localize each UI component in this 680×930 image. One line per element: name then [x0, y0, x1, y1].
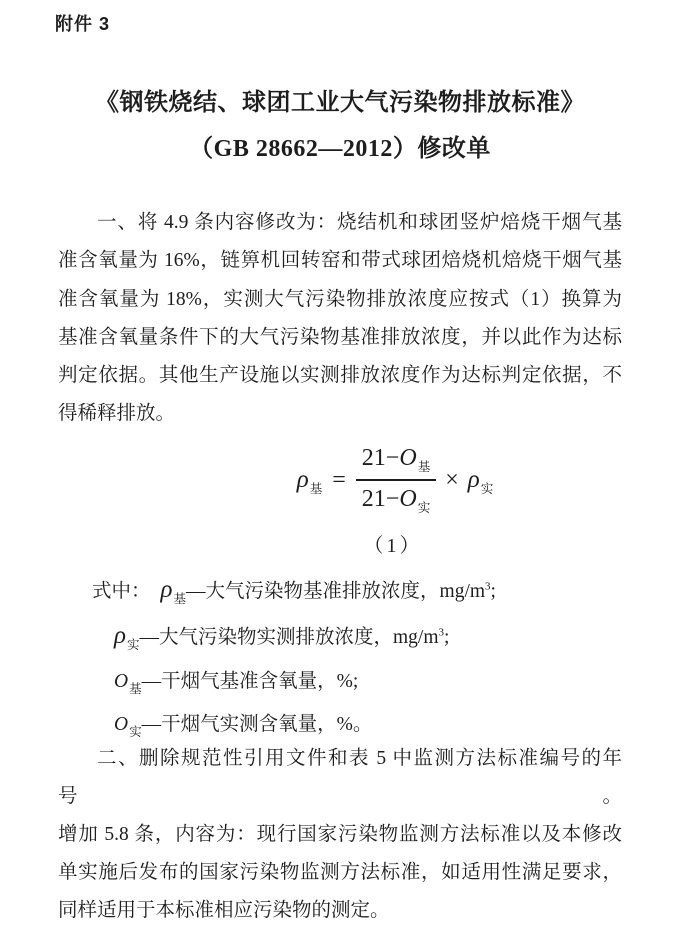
- definition-text: —干烟气基准含氧量，%;: [141, 670, 359, 692]
- paragraph-line: 准含氧量为 18%，实测大气污染物排放浓度应按式（1）换算为: [58, 288, 622, 310]
- equation-number-text: （1）: [363, 535, 423, 557]
- subscript: 实: [417, 501, 431, 515]
- subscript: 实: [480, 482, 494, 496]
- formula-rhs: [468, 466, 494, 494]
- definition-tail: ;: [490, 581, 496, 602]
- rho-symbol: ρ: [160, 576, 173, 603]
- paragraph-line: 二、删除规范性引用文件和表 5 中监测方法标准编号的年号。: [58, 748, 622, 807]
- definition-item: [58, 661, 630, 705]
- paragraph-line: 判定依据。其他生产设施以实测排放浓度作为达标判定依据，不: [58, 365, 622, 387]
- unit-superscript: 3: [438, 626, 445, 639]
- multiply-sign: ×: [445, 466, 459, 493]
- attachment-label: 附件 3: [55, 14, 111, 34]
- subscript: 实: [127, 637, 140, 652]
- paragraph-line: 基准含氧量条件下的大气污染物基准排放浓度，并以此作为达标: [58, 326, 622, 348]
- unit-superscript: 3: [485, 580, 491, 593]
- equation-number: [0, 529, 680, 558]
- rho-symbol: ρ: [296, 466, 309, 493]
- fraction: [356, 444, 436, 516]
- subscript: 基: [173, 592, 187, 606]
- subscript: 基: [417, 460, 431, 474]
- paragraph-line: 得稀释排放。: [58, 403, 176, 425]
- paragraph-line: 准含氧量为 16%，链箅机回转窑和带式球团焙烧机焙烧干烟气基: [58, 250, 622, 272]
- paragraph-line: 单实施后发布的国家污染物监测方法标准，如适用性满足要求，: [58, 862, 622, 883]
- fraction-numerator: [356, 444, 436, 481]
- rho-symbol: ρ: [114, 621, 126, 649]
- formula-lhs: [297, 466, 323, 494]
- formula-intro-label: 式中：: [92, 581, 151, 602]
- symbol-definitions: [58, 569, 630, 748]
- conversion-formula: [297, 444, 494, 516]
- definition-text: —干烟气实测含氧量，%。: [141, 714, 373, 736]
- paragraph-line: 一、将 4.9 条内容修改为：烧结机和球团竖炉焙烧干烟气基: [97, 212, 622, 233]
- definition-text: —大气污染物实测排放浓度，mg/m: [139, 626, 439, 648]
- subscript: 基: [129, 681, 142, 696]
- oxygen-variable: O: [399, 486, 417, 512]
- oxygen-variable: O: [114, 670, 129, 692]
- section-one-paragraph: [58, 204, 622, 434]
- paragraph-line: 增加 5.8 条，内容为：现行国家污染物监测方法标准以及本修改: [58, 824, 622, 845]
- definition-text: —大气污染物基准排放浓度，mg/m: [186, 581, 486, 602]
- equals-sign: =: [332, 466, 346, 493]
- document-title-line2: （GB 28662—2012）修改单: [189, 136, 491, 162]
- numerator-constant: 21−: [361, 445, 400, 471]
- oxygen-variable: O: [399, 445, 417, 471]
- denominator-constant: 21−: [361, 486, 400, 512]
- definition-item: [58, 569, 630, 615]
- document-title: [0, 80, 680, 172]
- oxygen-variable: O: [114, 714, 129, 736]
- paragraph-line: 同样适用于本标准相应污染物的测定。: [58, 900, 390, 921]
- rho-symbol: ρ: [467, 466, 480, 493]
- formula-block: [0, 444, 680, 516]
- section-two-paragraph: [58, 740, 622, 930]
- definition-item: [58, 615, 630, 661]
- document-title-line1: 《钢铁烧结、球团工业大气污染物排放标准》: [95, 90, 585, 116]
- subscript: 实: [129, 725, 142, 740]
- definition-tail: ;: [444, 626, 450, 648]
- fraction-denominator: [356, 481, 436, 516]
- subscript: 基: [309, 482, 323, 496]
